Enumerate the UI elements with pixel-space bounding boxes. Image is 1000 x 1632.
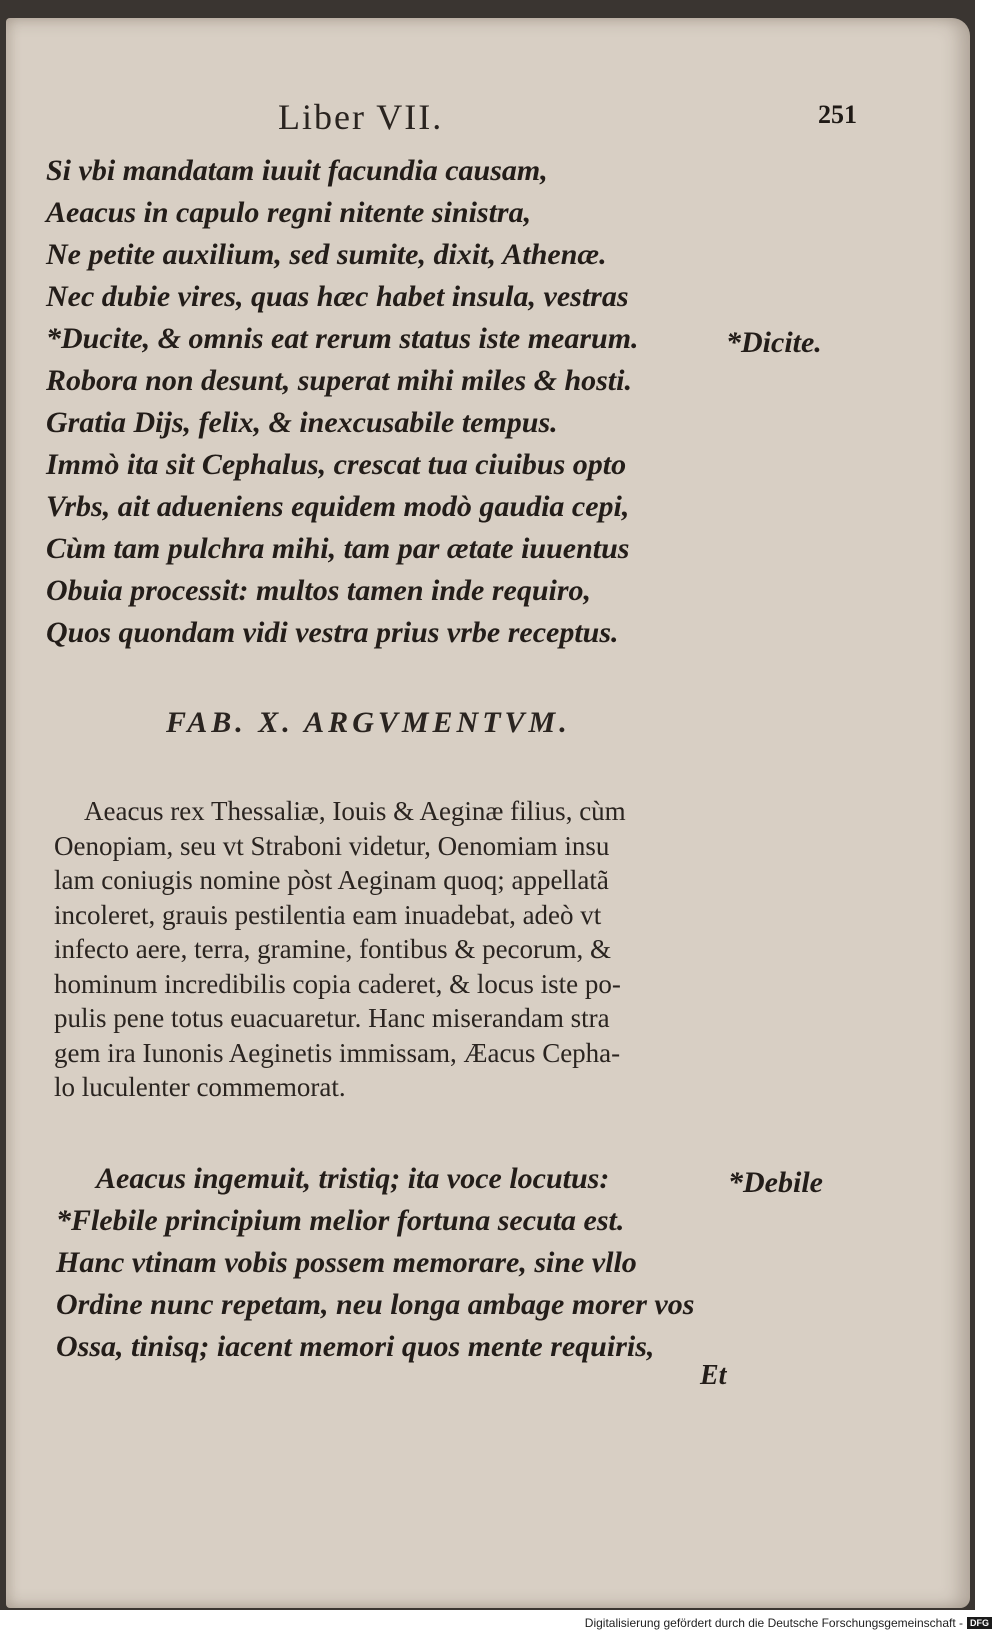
- fable-heading: FAB. X. ARGVMENTVM.: [166, 706, 571, 739]
- prose-line: Oenopiam, seu vt Straboni videtur, Oenomiam insu: [54, 830, 610, 861]
- prose-line: pulis pene totus euacuaretur. Hanc miserandam stra: [54, 1003, 610, 1033]
- catchword: Et: [700, 1360, 727, 1391]
- margin-note-debile: *Debile: [728, 1166, 823, 1199]
- prose-line: lam coniugis nomine pòst Aeginam quoq; appellatã: [54, 865, 609, 895]
- prose-line: Aeacus rex Thessaliæ, Iouis & Aeginæ filius, cùm: [84, 796, 626, 826]
- page-number: 251: [818, 100, 857, 129]
- verse-line: Nec dubie vires, quas hæc habet insula, vestras: [46, 280, 629, 313]
- digitization-footer: [585, 1616, 992, 1630]
- verse-line: Ossa, tinisq; iacent memori quos mente requiris,: [56, 1330, 655, 1363]
- verse-line: Quos quondam vidi vestra prius vrbe receptus.: [46, 616, 619, 649]
- verse-line: Ne petite auxilium, sed sumite, dixit, Athenæ.: [46, 238, 607, 271]
- argument-paragraph: [54, 794, 734, 1105]
- running-title: Liber VII.: [278, 97, 444, 137]
- dfg-logo: DFG: [967, 1617, 992, 1629]
- verse-line: Cùm tam pulchra mihi, tam par ætate iuuentus: [46, 532, 630, 565]
- verse-line: Ordine nunc repetam, neu longa ambage morer vos: [56, 1288, 695, 1321]
- prose-line: hominum incredibilis copia caderet, & locus iste po-: [54, 968, 621, 999]
- verse-block-2: [56, 1158, 694, 1368]
- verse-line: Si vbi mandatam iuuit facundia causam,: [46, 154, 548, 187]
- verse-line: Obuia processit: multos tamen inde requiro,: [46, 574, 592, 607]
- verse-line: Immò ita sit Cephalus, crescat tua ciuibus opto: [46, 448, 627, 481]
- verse-line: *Flebile principium melior fortuna secuta est.: [56, 1204, 625, 1237]
- verse-line: Vrbs, ait adueniens equidem modò gaudia cepi,: [46, 490, 630, 523]
- verse-line: Aeacus ingemuit, tristiq; ita voce locutus:: [96, 1162, 610, 1195]
- verse-line: Hanc vtinam vobis possem memorare, sine vllo: [56, 1246, 637, 1279]
- book-page: [6, 18, 970, 1608]
- prose-line: infecto aere, terra, gramine, fontibus & pecorum, &: [54, 934, 612, 964]
- funding-credit: Digitalisierung gefördert durch die Deutsche Forschungsgemeinschaft -: [584, 1616, 963, 1630]
- verse-line: Aeacus in capulo regni nitente sinistra,: [46, 196, 532, 229]
- verse-block-1: [46, 150, 639, 654]
- margin-note-dicite: *Dicite.: [726, 326, 822, 359]
- prose-line: incoleret, grauis pestilentia eam inuadebat, adeò vt: [54, 899, 602, 930]
- prose-line: gem ira Iunonis Aeginetis immissam, Æacus Cepha-: [54, 1037, 621, 1068]
- verse-line: Robora non desunt, superat mihi miles & hosti.: [46, 364, 632, 397]
- page-header: [6, 96, 970, 146]
- verse-line: Gratia Dijs, felix, & inexcusabile tempus.: [46, 406, 558, 439]
- prose-line: lo luculenter commemorat.: [54, 1072, 346, 1102]
- verse-line: *Ducite, & omnis eat rerum status iste mearum.: [46, 322, 639, 355]
